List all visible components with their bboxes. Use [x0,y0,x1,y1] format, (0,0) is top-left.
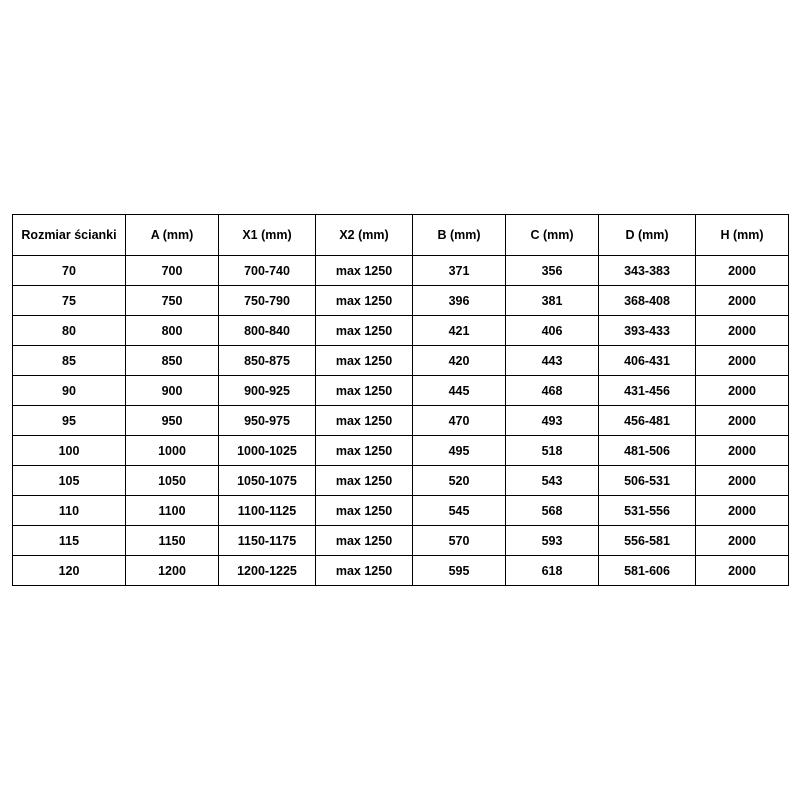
cell-x2: max 1250 [316,436,413,466]
cell-rozmiar-scianki: 85 [13,346,126,376]
cell-a: 850 [126,346,219,376]
cell-d: 581-606 [599,556,696,586]
cell-c: 493 [506,406,599,436]
cell-x1: 1100-1125 [219,496,316,526]
cell-c: 406 [506,316,599,346]
specification-table-container [12,214,788,586]
table-row [13,556,789,586]
cell-h: 2000 [696,316,789,346]
cell-x1: 750-790 [219,286,316,316]
cell-b: 495 [413,436,506,466]
column-header-rozmiar-scianki: Rozmiar ścianki [13,215,126,256]
cell-b: 445 [413,376,506,406]
cell-h: 2000 [696,346,789,376]
cell-x2: max 1250 [316,496,413,526]
table-row [13,526,789,556]
table-row [13,496,789,526]
cell-a: 1000 [126,436,219,466]
column-header-d: D (mm) [599,215,696,256]
cell-x2: max 1250 [316,256,413,286]
cell-c: 468 [506,376,599,406]
cell-rozmiar-scianki: 75 [13,286,126,316]
cell-c: 593 [506,526,599,556]
table-body [13,256,789,586]
cell-h: 2000 [696,286,789,316]
cell-rozmiar-scianki: 80 [13,316,126,346]
table-row [13,316,789,346]
cell-c: 443 [506,346,599,376]
table-row [13,346,789,376]
cell-d: 368-408 [599,286,696,316]
cell-x1: 950-975 [219,406,316,436]
table-row [13,256,789,286]
cell-d: 506-531 [599,466,696,496]
cell-x1: 800-840 [219,316,316,346]
cell-a: 700 [126,256,219,286]
cell-x2: max 1250 [316,286,413,316]
cell-x2: max 1250 [316,346,413,376]
cell-b: 421 [413,316,506,346]
cell-rozmiar-scianki: 115 [13,526,126,556]
cell-b: 595 [413,556,506,586]
cell-x1: 850-875 [219,346,316,376]
cell-x2: max 1250 [316,376,413,406]
cell-c: 518 [506,436,599,466]
table-header [13,215,789,256]
table-row [13,376,789,406]
cell-rozmiar-scianki: 105 [13,466,126,496]
cell-c: 543 [506,466,599,496]
cell-a: 750 [126,286,219,316]
cell-h: 2000 [696,496,789,526]
cell-d: 531-556 [599,496,696,526]
cell-b: 396 [413,286,506,316]
cell-a: 1050 [126,466,219,496]
cell-a: 800 [126,316,219,346]
cell-x1: 1000-1025 [219,436,316,466]
cell-x2: max 1250 [316,466,413,496]
cell-h: 2000 [696,376,789,406]
cell-h: 2000 [696,526,789,556]
cell-x2: max 1250 [316,556,413,586]
cell-h: 2000 [696,556,789,586]
cell-x1: 900-925 [219,376,316,406]
cell-rozmiar-scianki: 100 [13,436,126,466]
cell-a: 1100 [126,496,219,526]
cell-x1: 1150-1175 [219,526,316,556]
cell-c: 381 [506,286,599,316]
cell-b: 470 [413,406,506,436]
cell-h: 2000 [696,466,789,496]
cell-c: 356 [506,256,599,286]
cell-a: 950 [126,406,219,436]
cell-x2: max 1250 [316,406,413,436]
cell-rozmiar-scianki: 95 [13,406,126,436]
table-row [13,406,789,436]
cell-x1: 1200-1225 [219,556,316,586]
cell-d: 456-481 [599,406,696,436]
cell-h: 2000 [696,406,789,436]
cell-c: 618 [506,556,599,586]
cell-d: 556-581 [599,526,696,556]
cell-x2: max 1250 [316,526,413,556]
specification-table [12,214,789,586]
cell-rozmiar-scianki: 70 [13,256,126,286]
cell-b: 570 [413,526,506,556]
column-header-h: H (mm) [696,215,789,256]
table-row [13,436,789,466]
cell-rozmiar-scianki: 110 [13,496,126,526]
cell-x1: 1050-1075 [219,466,316,496]
cell-b: 371 [413,256,506,286]
table-header-row [13,215,789,256]
cell-a: 1150 [126,526,219,556]
cell-h: 2000 [696,256,789,286]
cell-x2: max 1250 [316,316,413,346]
cell-a: 1200 [126,556,219,586]
column-header-x1: X1 (mm) [219,215,316,256]
column-header-c: C (mm) [506,215,599,256]
cell-d: 343-383 [599,256,696,286]
cell-b: 420 [413,346,506,376]
cell-b: 520 [413,466,506,496]
cell-d: 393-433 [599,316,696,346]
table-row [13,286,789,316]
cell-d: 406-431 [599,346,696,376]
cell-x1: 700-740 [219,256,316,286]
cell-rozmiar-scianki: 90 [13,376,126,406]
table-row [13,466,789,496]
column-header-a: A (mm) [126,215,219,256]
column-header-x2: X2 (mm) [316,215,413,256]
column-header-b: B (mm) [413,215,506,256]
cell-a: 900 [126,376,219,406]
cell-b: 545 [413,496,506,526]
cell-rozmiar-scianki: 120 [13,556,126,586]
cell-d: 431-456 [599,376,696,406]
cell-h: 2000 [696,436,789,466]
cell-c: 568 [506,496,599,526]
cell-d: 481-506 [599,436,696,466]
